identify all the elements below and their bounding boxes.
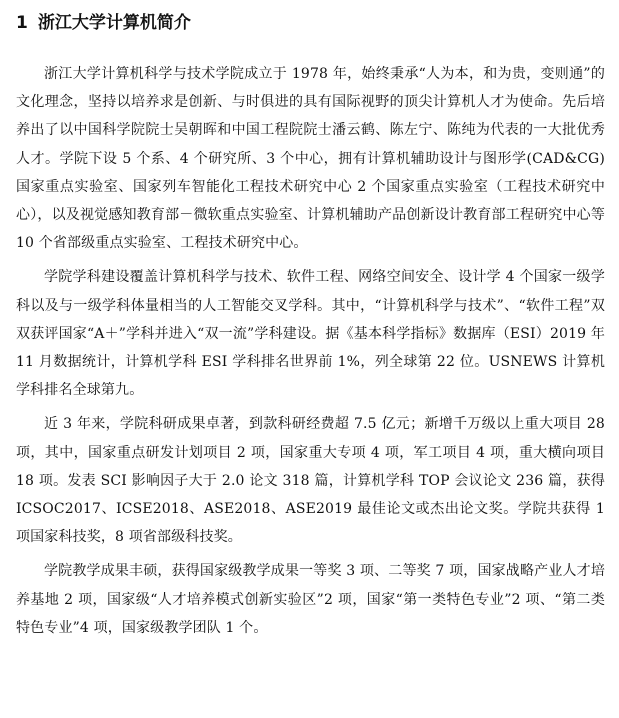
section-number: 1	[16, 13, 28, 33]
paragraph-research: 近 3 年来，学院科研成果卓著，到款科研经费超 7.5 亿元；新增千万级以上重大项目 28 项，其中，国家重点研发计划项目 2 项，国家重大专项 4 项，军工项目 4 项，重大横向项目 18 项。发表 SCI 影响因子大于 2.0 论文 318 篇，计算机学科 TOP 会议论文 236 篇，获得 ICSOC2017、ICSE2018、ASE2018、ASE2019 最佳论文或杰出论文奖。学院共获得 1 项国家科技奖，8 项省部级科技奖。	[16, 416, 605, 546]
paragraph-disciplines: 学院学科建设覆盖计算机科学与技术、软件工程、网络空间安全、设计学 4 个国家一级学科以及与一级学科体量相当的人工智能交叉学科。其中，“计算机科学与技术”、“软件工程”双双获评国家“A＋”学科并进入“双一流”学科建设。据《基本科学指标》数据库（ESI）2019 年 11 月数据统计，计算机学科 ESI 学科排名世界前 1%，列全球第 22 位。USNEWS 计算机学科排名全球第九。	[16, 269, 605, 399]
section-title: 浙江大学计算机简介	[37, 13, 191, 33]
paragraph-introduction: 浙江大学计算机科学与技术学院成立于 1978 年，始终秉承“人为本，和为贵，变则通”的文化理念，坚持以培养求是创新、与时俱进的具有国际视野的顶尖计算机人才为使命。先后培养出了以中国科学院院士吴朝晖和中国工程院院士潘云鹤、陈左宁、陈纯为代表的一大批优秀人才。学院下设 5 个系、4 个研究所、3 个中心，拥有计算机辅助设计与图形学(CAD&CG)国家重点实验室、国家列车智能化工程技术研究中心 2 个国家重点实验室（工程技术研究中心），以及视觉感知教育部－微软重点实验室、计算机辅助产品创新设计教育部工程研究中心等 10 个省部级重点实验室、工程技术研究中心。	[16, 66, 605, 252]
paragraph-teaching: 学院教学成果丰硕，获得国家级教学成果一等奖 3 项、二等奖 7 项，国家战略产业人才培养基地 2 项，国家级“人才培养模式创新实验区”2 项，国家“第一类特色专业”2 项、“第二类特色专业”4 项，国家级教学团队 1 个。	[16, 563, 605, 636]
section-heading	[16, 12, 605, 34]
